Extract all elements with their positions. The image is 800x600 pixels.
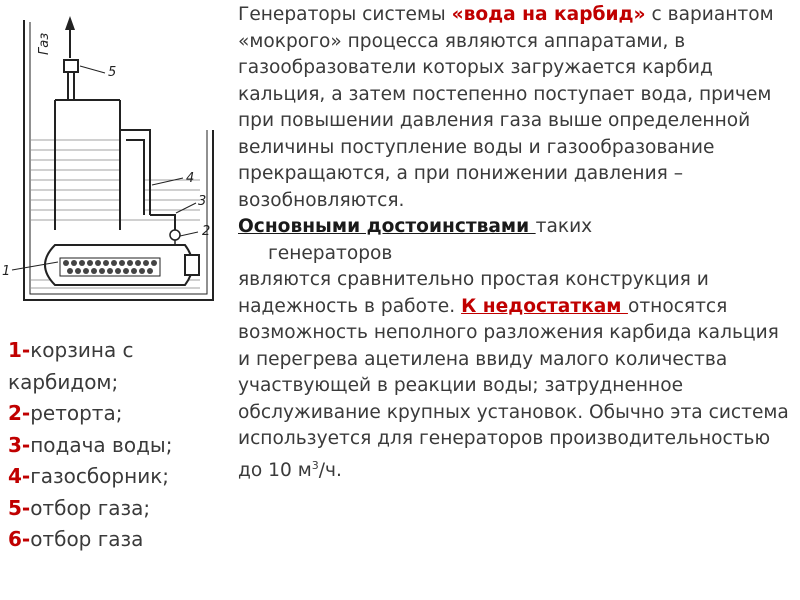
description-text bbox=[238, 2, 796, 484]
gas-arrow-icon bbox=[65, 16, 75, 30]
legend bbox=[8, 335, 233, 556]
disadvantages-heading: К недостаткам bbox=[461, 295, 628, 317]
paragraph-2: Основными достоинствами таких генераторов являются сравнительно простая конструкция и надежность в работе. К недостаткам относятся возможность неполного разложения карбида кальция и перегрева ацетилена ввиду малого количества участвующей в реакции воды; затрудненное обслуживание крупных установок. Обычно эта система используется для генераторов производительностью до 10 $м^3/ч$. bbox=[238, 216, 789, 481]
generator-diagram bbox=[0, 0, 235, 330]
callout-2: 2 bbox=[202, 224, 211, 239]
highlight-water-on-carbide: «вода на карбид» bbox=[451, 4, 646, 25]
legend-item: 4-газосборник; bbox=[8, 464, 170, 488]
gas-label: Газ bbox=[37, 32, 52, 55]
carbide-basket bbox=[60, 258, 160, 276]
legend-item: 6-отбор газа bbox=[8, 527, 144, 551]
callout-4: 4 bbox=[186, 171, 195, 186]
legend-item: 5-отбор газа; bbox=[8, 495, 151, 520]
legend-item: 3-подача воды; bbox=[8, 432, 173, 457]
callout-3: 3 bbox=[198, 194, 207, 209]
legend-item: 1-корзина с карбидом; bbox=[8, 338, 134, 394]
callout-5: 5 bbox=[108, 65, 117, 80]
paragraph-1: Генераторы системы «вода на карбид» с вариантом «мокрого» процесса являются аппаратами, в газообразователи которых загружается карбид кальция, а затем постепенно поступает вода, причем при повышении давления газа выше определенной величины поступление воды и газообразование прекращаются, а при понижении давления – возобновляются. bbox=[238, 4, 774, 211]
advantages-heading: Основными достоинствами bbox=[238, 216, 536, 237]
callout-1: 1 bbox=[2, 264, 11, 279]
legend-item: 2-реторта; bbox=[8, 401, 123, 425]
